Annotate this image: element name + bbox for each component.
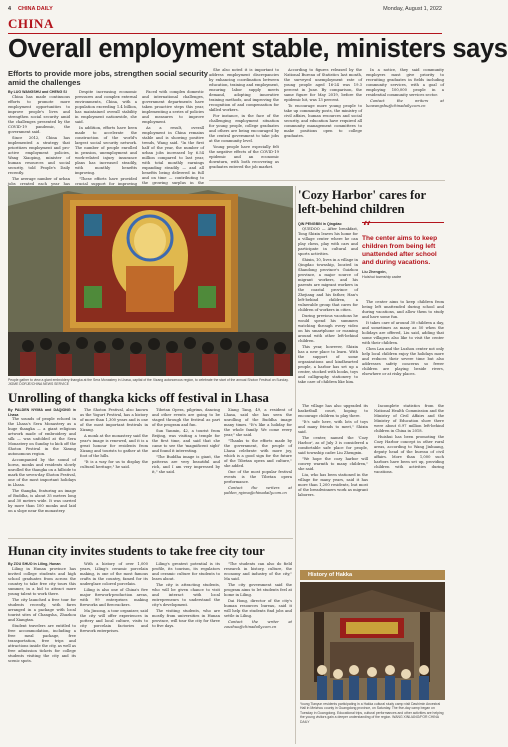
main-paragraph: "These efforts have provided crucial support for improving [75, 177, 137, 186]
main-story-col-5 [284, 68, 362, 178]
pull-quote-text: The center aims to keep children from being left unattended after school and during vacations. [362, 235, 438, 266]
thangka-col-2 [80, 408, 148, 533]
main-paragraph: Since 2012, China has implemented a strategy that prioritizes employment and pro-active employment policies, Wang Xiaoping, minister of human resources and social security, told People's Daily recently. [8, 135, 70, 175]
cozy-col-3 [298, 404, 368, 564]
cozy-col-1 [298, 222, 358, 402]
thangka-photo [8, 186, 293, 376]
thangka-paragraph: Tibetan Opera, pilgrims, dancing and other events are going to be staged through the festival as part of the program and fun. [152, 408, 220, 427]
main-paragraph: Faced with complex domestic and international challenges, government departments have taken proactive steps this year, implementing a series of policies and measures to improve employment. [142, 90, 204, 124]
hunan-paragraph: Dai Hong, director of the city's human resources bureau, said it will help the students find jobs and settle in Liling. [224, 599, 292, 618]
hunan-paragraph: Liling is also one of China's five major firework-production areas, with 99 enterprises making fireworks and firecrackers. [80, 588, 148, 607]
main-story-col-4 [209, 68, 279, 178]
thangka-paragraph: Xiang Tang, 49, a resident of Lhasa, said she has seen the unrolling of the Buddha image many times. "It's like a holiday for the whole family. We come every year," she said. [224, 408, 292, 437]
hunan-paragraph: Liling's greatest potential is its profile, its tourism, its regulators and ceramic culture for students to learn about. [152, 562, 220, 581]
thangka-paragraph: The thangka, featuring an image of Buddha, is about 35 meters long and 30 meters wide. It was carried by more than 100 monks and laid on a slope near the monastery. [8, 489, 76, 514]
main-paragraph: As a result, overall employment in China remains stable and is showing positive trends, Wang said. "In the first half of the year, the number of urban jobs increased by 6.54 million compared to last year, with total monthly earnings expanding steadily — and all benefits being delivered in full and on time — contributing to the growing surplus in the [142, 126, 204, 185]
quote-mark-icon: “ [362, 218, 372, 239]
cozy-col-2 [362, 300, 444, 398]
main-paragraph: In addition, efforts have been made to accelerate the construction of the world's largest social security network. The number of people enrolled in pension, unemployment and work-related injury insurance plans has increased steadily, with monthly benefits improving. [75, 126, 137, 175]
main-paragraph: Young people have especially felt the negative effects of the COVID-19 epidemic and an economic downturn, with both recovering as graduates entered the job market. [209, 145, 279, 169]
divider [209, 180, 445, 181]
main-story-col-6 [366, 68, 444, 178]
thangka-paragraph: "It is a way for us to display the cultural heritage," he said. [80, 460, 148, 469]
thangka-paragraph: Sun Yanmin, 42, a tourist from Beijing, was visiting a temple for the first time, and said that she came to see the 'magnificent sight' and found it interesting. [152, 429, 220, 453]
hunan-paragraph: Ma Jinsong, a tour organizer, said the city will offer experiences in pottery and local culture, visits to city porcelain factories and firework enterprises. [80, 609, 148, 633]
main-paragraph: To encourage more young people to take up community posts, the ministry of civil affairs, human resources and social security, and education have required all community management committees to make positions open to college graduates. [284, 104, 362, 138]
thangka-paragraph: "Thanks to the efforts made by the government, the people of Lhasa celebrate with more joy, which is a good sign for the future of the Tibetan opera and culture," she added. [224, 439, 292, 468]
hunan-paragraph: With a history of over 1,000 years, Liling's ceramic porcelain making, is one of the most famous crafts in the country, famed for its underglaze colored porcelain. [80, 562, 148, 586]
thangka-paragraph: "The Buddha image is giant, the patterns are very beautiful and rich, and I am very impressed by it," she said. [152, 455, 220, 474]
hakka-photo [300, 582, 445, 700]
hunan-paragraph: The city launched a free tour for students recently, with fares arranged in a package with local tourist sites of Changsha, Zhuzhou and Xiangtan. [8, 597, 76, 622]
cozy-paragraph: QUEDOO — After breakfast, Tong Shixin leaves his home for a village center where he can play chess, play with cars and participate in cultural and sports activities. [298, 226, 358, 256]
cozy-col-4 [374, 404, 444, 564]
column-divider [295, 540, 296, 744]
cozy-paragraph: During previous vacations he would spend his summers watching through every video on his smartphone or roaming around with other left-behind children. [298, 313, 358, 343]
cozy-paragraph: Incomplete statistics from the National Health Commission and the Ministry of Civil Affairs and the Ministry of Education show there were about 6.97 million left-behind children in China in 2018. [374, 404, 444, 433]
cozy-paragraph: This year, however, Shixin has a new place to learn. With the support of some organizations and kindhearted people, a harbor has set up a center, stocked with books, toys and calligraphy stationery to take care of children like him. [298, 344, 358, 384]
page-number: 4 [8, 6, 12, 12]
thangka-paragraph: Accompanied by the sound of horns, monks and residents slowly unrolled the thangka on a hillside to mark the seven-day Shoton Festival, one of the most important holidays in Lhasa. [8, 458, 76, 488]
main-deck: Efforts to provide more jobs, strengthen social security amid the challenges [8, 69, 209, 87]
thangka-byline: By PALDEN NYIMA and DAQIONG in Lhasa [8, 408, 76, 417]
hakka-photo-caption: Young Tianyun residents participating in a Hakka cultural study camp visit Dashimin Ancestral Hall in Meizhou county in Guangdong province, on Saturday. The five-day camp began on Tuesday in Guangdong. Educational trips, cultural performances and other activities are helping the young visitors gain a deeper understanding of the region. WANG XINLIANG/FOR CHINA DAILY [300, 702, 444, 724]
pull-quote-speaker: Liu Zhengxin, [362, 270, 387, 274]
hunan-paragraph: The city government said the program aims to let students feel at home in Liling. [224, 583, 292, 597]
main-paragraph: The average number of urban jobs created each year has [8, 176, 70, 186]
main-paragraph: For instance, in the face of the challenging employment situation for young people, college graduates and others are being encouraged by the central government to take jobs at the community level. [209, 114, 279, 143]
hakka-photo-illustration [300, 582, 445, 700]
cozy-harbor-headline: 'Cozy Harbor' cares for left-behind children [298, 188, 426, 216]
main-paragraph: Despite increasing economic pressures and complex external environments, China, with a population exceeding 1.4 billion, has maintained overall stability in employment nationwide, she said. [75, 90, 137, 124]
cozy-byline: QIN PENGBIN in Qingdao [298, 222, 342, 226]
pull-quote [362, 218, 444, 280]
thangka-col-3 [152, 408, 220, 533]
thangka-paragraph: The Shoton Festival, also known as the Yogurt Festival, has a history of more than 1,300 years and is one of the most important festivals in Xizang. [80, 408, 148, 432]
main-headline: Overall employment stable, ministers says [8, 35, 508, 63]
divider [8, 538, 293, 539]
main-paragraph: China has made continuous efforts to promote more employment opportunities to improve people's lives and strengthen social security amid the challenges presented by the COVID-19 pandemic, the government said. [8, 94, 70, 134]
thangka-headline: Unrolling of thangka kicks off festival in Lhasa [8, 390, 269, 405]
publication-name: CHINA DAILY [18, 6, 53, 12]
hunan-contact: Contact the writer at zoushuo@chinadaily.com.cn [224, 620, 292, 629]
issue-date: Monday, August 1, 2022 [383, 6, 442, 12]
hunan-paragraph: "The students can also do field research in history, culture, the economy and industry of the city," Ma said. [224, 562, 292, 581]
hunan-col-3 [152, 562, 220, 742]
hunan-col-1 [8, 562, 76, 742]
thangka-contact: Contact the writers at palden_nyima@chinadaily.com.cn [224, 486, 292, 495]
masthead-bar [8, 4, 442, 16]
cozy-paragraph: The center, named the 'Cozy Harbor', as of July 3 is considered a comfortable safe place for people, said township cadre Liu Zhengxin. [298, 436, 368, 455]
cozy-paragraph: Huishui has been promoting the Cozy Harbor concept in other rural areas, according to Wang Jinhuang, deputy head of the bureau of civil affairs. More than 1,000 such harbors have been set up, providing children with activities during vacations. [374, 435, 444, 474]
cozy-paragraph: It takes care of around 30 children a day, and sometimes as many as 50 when the holidays are offered, Liu said, adding that some villagers also like to visit the center with their children. [362, 321, 444, 345]
cozy-paragraph: Shixin, 10, lives in a village in Qingdao township, located in Shandong province's Guizhou province, a major source of migrant workers, and his parents are migrant workers in the coastal province of Zhejiang and his father, Han's left-behind children, a vulnerable group that cares for children of workers in cities. [298, 257, 358, 312]
main-byline: By LUO WANGSHU and CHENG SI [8, 90, 67, 94]
hunan-byline: By ZOU SHUO in Liling, Hunan [8, 562, 61, 566]
main-paragraph: She also noted it is important to address employment discrepancies by enhancing coordination between education, training and employment, ensuring labor supply meets demand, adopting innovative training methods, and improving the recognition of and compensation for skilled workers. [209, 68, 279, 112]
thangka-paragraph: A monk at the monastery said the year's image is renewed, and it is a great honour for residents from Xizang and tourists to gather at the foot of the hills. [80, 434, 148, 458]
thangka-photo-caption: People gather to view a giant embroidery thangka at the Sera Monastery in Lhasa, capital of the Xizang autonomous region, to celebrate the start of the annual Shoton Festival on Sunday. JIGME DORJE/CHINA NEWS SERVICE [8, 378, 289, 387]
cozy-paragraph: The center aims to keep children from being left unattended during school and during vacations, and allow them to study and have some fun. [362, 300, 444, 319]
hunan-col-2 [80, 562, 148, 742]
hunan-paragraph: The visiting students, who are mostly from universities in Hunan province, will tour the city for three to five days. [152, 609, 220, 628]
main-contact: Contact the writers at luowangshu@chinadaily.com.cn [366, 99, 444, 108]
thangka-paragraph: The sounds of people echoed in the Lhasa's Sera Monastery as a huge thangka — a giant religious artwork made of embroidery and silk — was unfolded at the Sera Monastery on Sunday to kick off the Shoton Festival in the Xizang autonomous region. [8, 417, 76, 457]
main-paragraph: According to figures released by the National Bureau of Statistics last month, the surveyed unemployment rate of young people aged 16-24 was 19.3 percent in June. By comparison, the same figure for May 2019, before the epidemic hit, was 13 percent. [284, 68, 362, 102]
cozy-paragraph: "It's safe here, with lots of toys and many friends to meet," Shixin said. [298, 420, 368, 434]
hakka-section-tab: History of Hakka [300, 570, 445, 580]
cozy-paragraph: "We hope the cozy harbor will convey warmth to many children," she said. [298, 457, 368, 471]
column-divider [295, 186, 296, 566]
thangka-photo-illustration [8, 186, 293, 376]
main-paragraph: In a notice, they said community employers must give priority to recruiting graduates in fields including community services, with a goal of employing 100,000 people in a residential community services sector. [366, 68, 444, 97]
hunan-paragraph: Student travelers are entitled to free accommodation, including a free meal package, free transportation, free trips and attractions inside the city, as well as free admission tickets for college students visiting the city and its scenic spots. [8, 623, 76, 663]
pull-quote-speaker-title: Huishui township cadre [362, 275, 402, 279]
thangka-col-4 [224, 408, 292, 533]
hunan-paragraph: The city is attracting students, who will be given chance to visit and interact with local entrepreneurs to understand the city's development. [152, 583, 220, 607]
section-title: CHINA [8, 16, 54, 31]
thangka-col-1 [8, 408, 76, 533]
cozy-paragraph: The village has also upgraded its basketball court, hoping to encourage children to play there. [298, 404, 368, 418]
thangka-paragraph: One of the most popular festival events is the Tibetan opera performance. [224, 470, 292, 484]
hunan-col-4 [224, 562, 292, 742]
cozy-paragraph: Liu, who has been stationed in the village for many years, said it has more than 1,200 residents, but most of the breadwinners work as migrant laborers. [298, 473, 368, 497]
hunan-headline: Hunan city invites students to take free city tour [8, 544, 265, 558]
hunan-paragraph: Liling in Hunan province has invited college students and high school graduates from across the country to take free city tours this summer, in a bid to attract more young talent to work there. [8, 566, 76, 596]
cozy-paragraph: Chen Lan and the Luzhou center not only help local children enjoy the holidays more and reduces their severe time but also addresses safety concerns so fewer children are playing beside rivers, elsewhere or at risky places. [362, 347, 444, 376]
